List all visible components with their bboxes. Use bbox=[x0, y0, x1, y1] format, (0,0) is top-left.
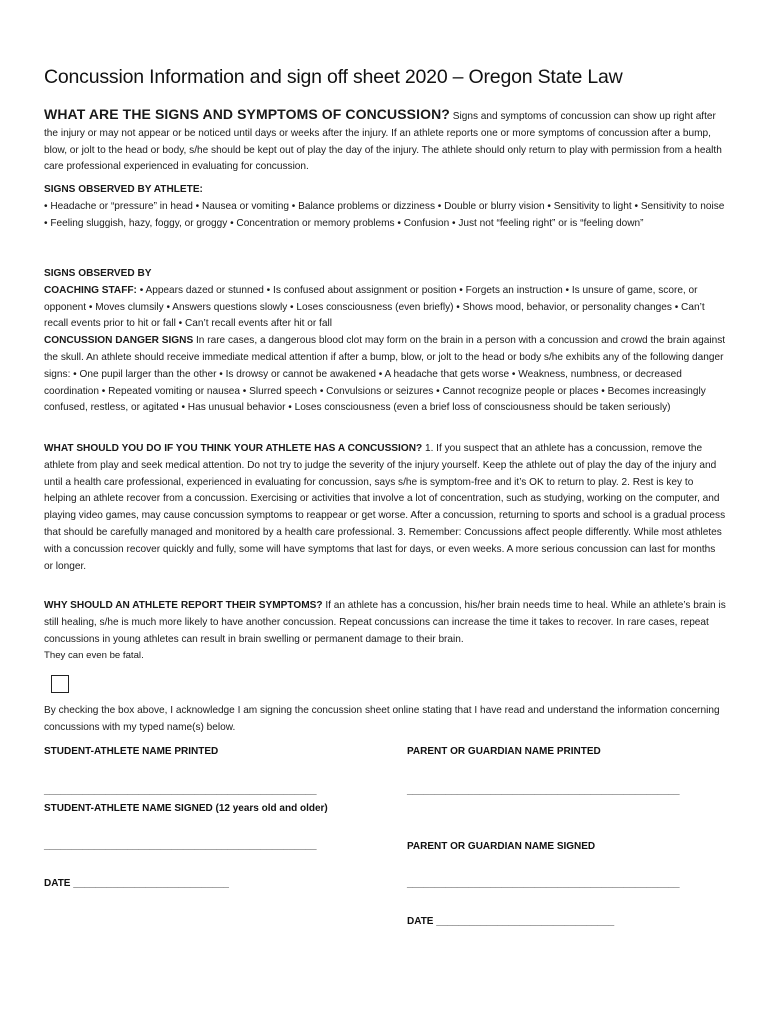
coaching-signs-text: • Appears dazed or stunned • Is confused about assignment or position • Forgets an instruction • Is unsure of game, score, or opponent • Moves clumsily • Answers questions slowly • Loses consciousness (even briefly) • Shows mood, behavior, or personality changes • Can’t recall events prior to hit or fall • Can’t recall events after hit or fall bbox=[44, 284, 705, 330]
danger-signs-heading: CONCUSSION DANGER SIGNS bbox=[44, 335, 194, 347]
what-to-do-heading: WHAT SHOULD YOU DO IF YOU THINK YOUR ATHLETE HAS A CONCUSSION? bbox=[44, 443, 423, 454]
coaching-signs-heading-line1: SIGNS OBSERVED BY bbox=[44, 268, 152, 279]
student-printed-field[interactable]: _________________________________________________ bbox=[44, 785, 317, 796]
what-to-do-text: 1. If you suspect that an athlete has a concussion, remove the athlete from play and seek medical attention. Do not try to judge the severity of the injury yourself. Keep the athlete out of play the day of the injury and until a health care professional, experienced in evaluating for concussion, says s/he is symptom-free and it’s OK to return to play. 2. Rest is key to helping an athlete recover from a concussion. Exercising or activities that involve a lot of concentration, such as studying, working on the computer, and playing video games, may cause concussion symptoms to reappear or get worse. After a concussion, returning to sports and school is a gradual process that should be carefully managed and monitored by a health care professional. 3. Remember: Concussions affect people differently. While most athletes with a concussion recover quickly and fully, some will have symptoms that last for days, or even weeks. A more serious concussion can last for months or longer. bbox=[44, 443, 726, 572]
signs-symptoms-heading: WHAT ARE THE SIGNS AND SYMPTOMS OF CONCUSSION? bbox=[44, 106, 450, 122]
athlete-signs-text: • Headache or “pressure” in head • Nausea or vomiting • Balance problems or dizziness • Double or blurry vision • Sensitivity to light • Sensitivity to noise • Feeling sluggish, hazy, foggy, or groggy • Concentration or memory problems • Confusion • Just not “feeling right” or is “feeling down” bbox=[44, 200, 725, 229]
athlete-signs-heading: SIGNS OBSERVED BY ATHLETE: bbox=[44, 184, 203, 195]
signs-symptoms-text: Signs and symptoms of concussion can show up right after the injury or may not appear or be noticed until days or weeks after the injury. If an athlete reports one or more symptoms of concussion after a bump, blow, or jolt to the head or body, s/he should be kept out of play the day of the injury. The athlete should only return to play with permission from a health care professional experienced in evaluating for concussion. bbox=[44, 111, 722, 173]
acknowledge-text: By checking the box above, I acknowledge I am signing the concussion sheet online stating that I have read and understand the information concerning concussions with my typed name(s) below. bbox=[44, 705, 720, 733]
signs-symptoms-paragraph bbox=[44, 106, 726, 176]
why-report-text: If an athlete has a concussion, his/her brain needs time to heal. While an athlete’s brain is still healing, s/he is much more likely to have another concussion. Repeat concussions can increase the time it takes to recover. In rare cases, repeat concussions in young athletes can result in brain swelling or permanent damage to their brain. bbox=[44, 600, 726, 645]
student-printed-label: STUDENT-ATHLETE NAME PRINTED bbox=[44, 746, 219, 757]
page-title: Concussion Information and sign off sheet 2020 – Oregon State Law bbox=[44, 66, 623, 88]
why-report-heading: WHY SHOULD AN ATHLETE REPORT THEIR SYMPTOMS? bbox=[44, 600, 323, 611]
acknowledge-checkbox[interactable] bbox=[51, 675, 69, 693]
parent-printed-label: PARENT OR GUARDIAN NAME PRINTED bbox=[407, 746, 601, 757]
coaching-signs-paragraph bbox=[44, 266, 726, 417]
parent-signed-field[interactable]: _________________________________________________ bbox=[407, 878, 680, 889]
why-report-paragraph bbox=[44, 598, 726, 665]
fatal-note: They can even be fatal. bbox=[44, 650, 144, 662]
student-signed-label: STUDENT-ATHLETE NAME SIGNED (12 years old and older) bbox=[44, 803, 328, 814]
danger-signs-text: In rare cases, a dangerous blood clot may form on the brain in a person with a concussion and crowd the brain against the skull. An athlete should receive immediate medical attention if after a bump, blow, or jolt to the head or body s/he exhibits any of the following danger signs: • One pupil larger than the other • Is drowsy or cannot be awakened • A headache that gets worse • Weakness, numbness, or decreased coordination • Repeated vomiting or nausea • Slurred speech • Convulsions or seizures • Cannot recognize people or places • Becomes increasingly confused, restless, or agitated • Has unusual behavior • Loses consciousness (even a brief loss of consciousness should be taken seriously) bbox=[44, 335, 726, 414]
student-date-field[interactable]: DATE ____________________________ bbox=[44, 878, 229, 889]
what-to-do-paragraph bbox=[44, 441, 726, 575]
athlete-signs-paragraph bbox=[44, 182, 726, 232]
parent-printed-field[interactable]: _________________________________________________ bbox=[407, 785, 680, 796]
coaching-signs-heading-line2: COACHING STAFF: bbox=[44, 284, 137, 296]
parent-signed-label: PARENT OR GUARDIAN NAME SIGNED bbox=[407, 841, 596, 852]
parent-date-field[interactable]: DATE ________________________________ bbox=[407, 916, 615, 927]
student-signed-field[interactable]: _________________________________________________ bbox=[44, 840, 317, 851]
